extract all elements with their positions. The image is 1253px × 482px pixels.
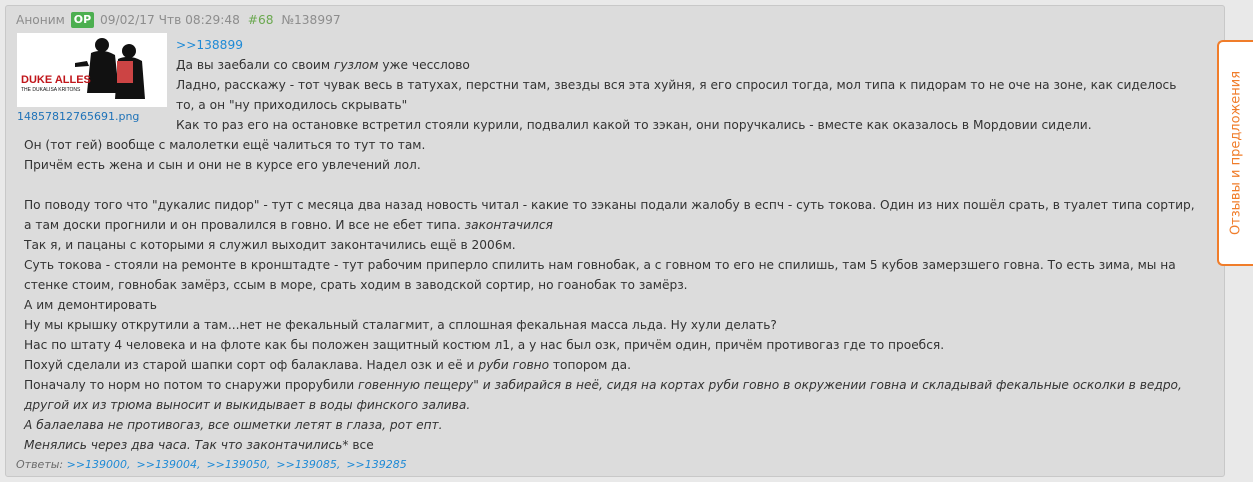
message-line — [24, 115, 1214, 135]
message-text: Да вы заебали со своим — [176, 58, 334, 72]
message-text: топором да. — [549, 358, 631, 372]
message-text: говенную пещеру" и забирайся в неё, сидя на кортах руби говно в окружении говна и складывай фекальные осколки в ведро, — [358, 378, 1182, 392]
message-text: Суть токова - стояли на ремонте в кронштадте - тут рабочим приперло спилить нам говнобак, а с говном то его не спилишь, там 5 кубов замерзшего говна. То есть зима, мы на — [24, 258, 1176, 272]
message-text: а там доски прогнили и он провалился в говно. И все не ебет типа. — [24, 218, 465, 232]
post — [5, 5, 1225, 477]
message-line — [24, 295, 1214, 315]
message-text: другой их из трюма выносит и выкидывает в воды финского залива. — [24, 398, 471, 412]
post-author: Аноним — [16, 12, 65, 27]
message-line — [24, 75, 1214, 95]
message-text: законтачился — [464, 218, 553, 232]
message-text: стенке стоим, говнобак замёрз, ссым в море, срать ходим в заводской сортир, но гоанобак то замёрз. — [24, 278, 688, 292]
message-line — [24, 55, 1214, 75]
reply-link[interactable]: >>139004, — [136, 458, 201, 471]
message-line — [24, 275, 1214, 295]
reply-link[interactable]: >>139085, — [276, 458, 341, 471]
message-line — [24, 355, 1214, 375]
message-text: Причём есть жена и сын и они не в курсе его увлечений лол. — [24, 158, 421, 172]
message-line — [24, 155, 1214, 175]
message-line — [24, 435, 1214, 455]
reply-link[interactable]: >>139000, — [66, 458, 131, 471]
op-badge: OP — [71, 12, 94, 28]
message-text: Он (тот гей) вообще с малолетки ещё чалиться то тут то там. — [24, 138, 426, 152]
message-line — [24, 175, 1214, 195]
reply-link[interactable]: >>139050, — [206, 458, 271, 471]
message-text: * все — [342, 438, 374, 452]
feedback-tab[interactable] — [1217, 40, 1253, 266]
post-number[interactable]: №138997 — [281, 12, 341, 27]
attachment-caption-main: DUKE ALLES — [21, 74, 91, 86]
message-line — [24, 255, 1214, 275]
message-line — [24, 335, 1214, 355]
message-line — [24, 415, 1214, 435]
message-line — [24, 95, 1214, 115]
message-text: Нас по штату 4 человека и на флоте как бы положен защитный костюм л1, а у нас был озк, причём один, причём противогаз где то проебся. — [24, 338, 945, 352]
message-line — [24, 235, 1214, 255]
replies-bar — [16, 458, 413, 471]
message-text: Так я, и пацаны с которыми я служил выходит законтачились ещё в 2006м. — [24, 238, 516, 252]
message-text: Ладно, расскажу - тот чувак весь в татухах, перстни там, звезды вся эта хуйня, я его спросил тогда, мол типа к пидорам то не оче на зоне, как сиделось — [176, 78, 1177, 92]
reply-link[interactable]: >>139285 — [346, 458, 407, 471]
message-text: уже чесслово — [378, 58, 470, 72]
message-line — [24, 375, 1214, 395]
post-index[interactable]: #68 — [247, 12, 274, 27]
reply-link[interactable]: >>138899 — [176, 38, 243, 52]
message-line — [24, 195, 1214, 215]
message-line — [24, 315, 1214, 335]
message-text: Как то раз его на остановке встретил стояли курили, подвалил какой то зэкан, они поручкались - вместе как оказалось в Мордовии сидели. — [176, 118, 1092, 132]
message-text: Похуй сделали из старой шапки сорт оф балаклава. Надел озк и её и — [24, 358, 479, 372]
message-text: то, а он "ну приходилось скрывать" — [176, 98, 408, 112]
feedback-tab-label: Отзывы и предложения — [1228, 70, 1244, 236]
attachment-filename[interactable]: 14857812765691.png — [17, 110, 140, 123]
message-line — [24, 215, 1214, 235]
message-line — [24, 395, 1214, 415]
post-header — [16, 10, 341, 28]
post-datetime: 09/02/17 Чтв 08:29:48 — [100, 12, 240, 27]
message-text: Поначалу то норм но потом то снаружи прорубили — [24, 378, 359, 392]
message-text: По поводу того что "дукалис пидор" - тут с месяца два назад новость читал - какие то зэканы подали жалобу в еспч - суть токова. Один из них пошёл срать, в туалет типа сортир, — [24, 198, 1195, 212]
message-text: Ну мы крышку открутили а там...нет не фекальный сталагмит, а сплошная фекальная масса льда. Ну хули делать? — [24, 318, 777, 332]
message-text: А балаелава не противогаз, все ошметки летят в глаза, рот епт. — [24, 418, 443, 432]
attachment-caption-sub: THE DUKALISA KRITONS — [21, 87, 81, 93]
message-text: руби говно — [478, 358, 550, 372]
message-text: гузлом — [333, 58, 379, 72]
post-message — [24, 35, 1214, 455]
message-line — [24, 135, 1214, 155]
message-text: Менялись через два часа. Так что законтачились — [24, 438, 343, 452]
replies-label: Ответы: — [16, 458, 64, 471]
message-text: А им демонтировать — [24, 298, 157, 312]
